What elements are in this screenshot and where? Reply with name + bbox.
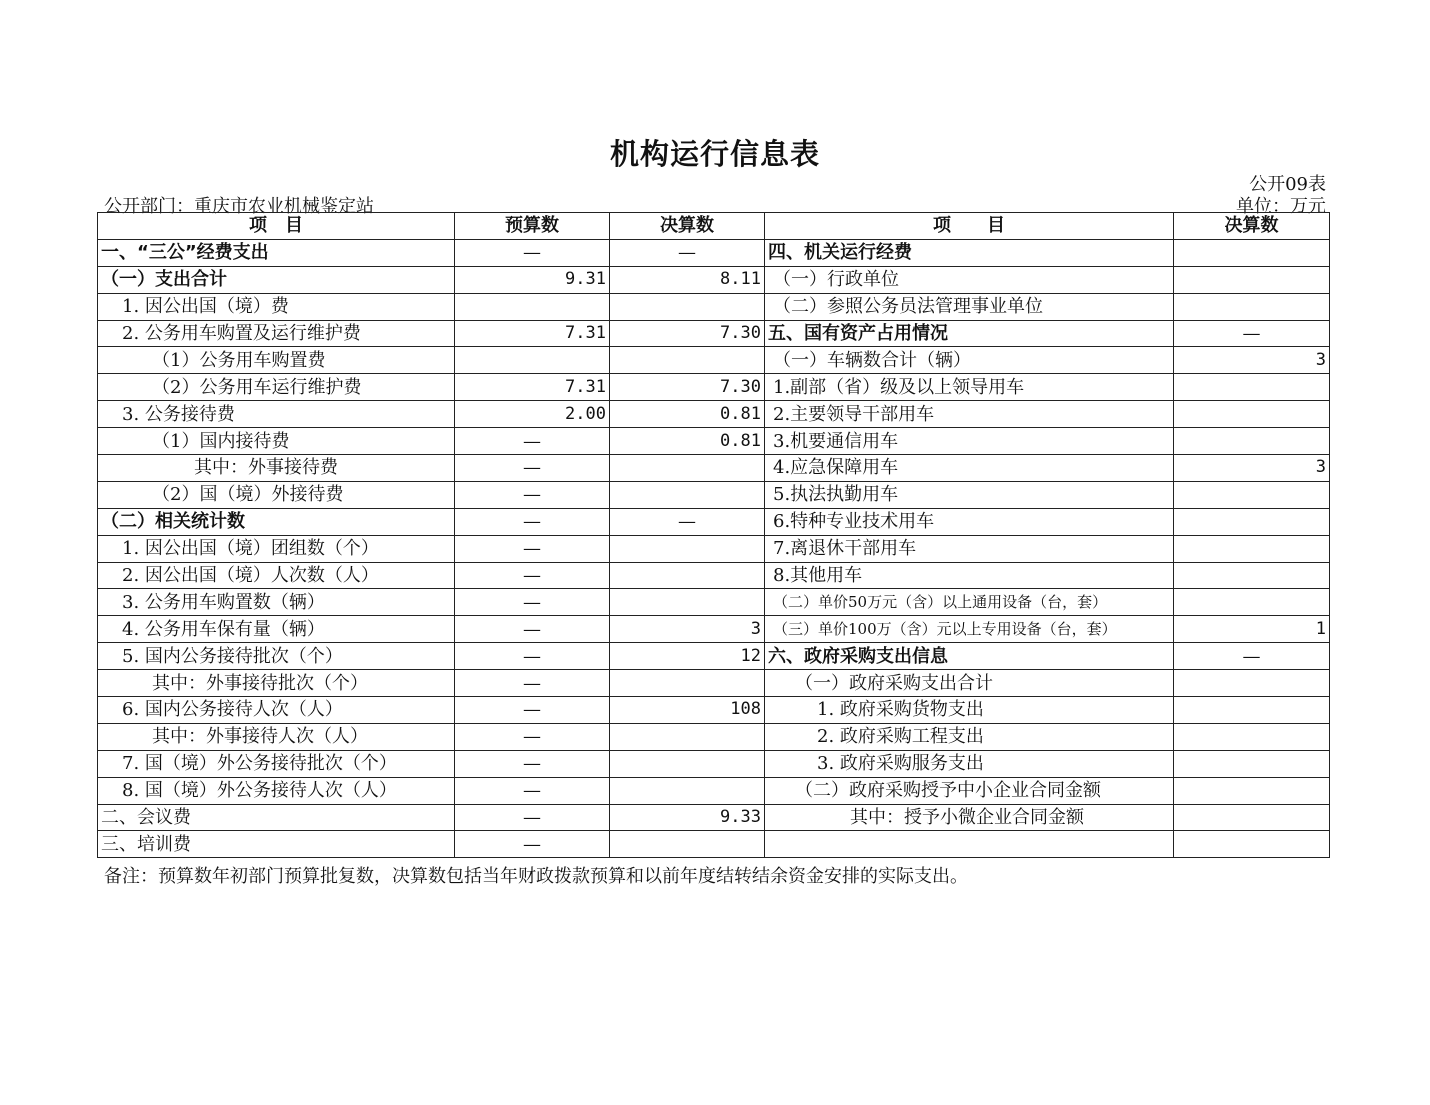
- table-row: [98, 347, 1330, 374]
- table-row: [98, 643, 1330, 670]
- right-final-cell: [1174, 723, 1330, 750]
- right-item-cell: （二）参照公务员法管理事业单位: [765, 293, 1174, 320]
- left-item-cell: （一）支出合计: [98, 266, 455, 293]
- right-final-cell: [1174, 401, 1330, 428]
- right-item-cell: 2. 政府采购工程支出: [765, 723, 1174, 750]
- right-item-cell: （一）行政单位: [765, 266, 1174, 293]
- budget-cell: 7.31: [455, 374, 610, 401]
- table-row: [98, 455, 1330, 482]
- final-cell: 7.30: [610, 374, 765, 401]
- budget-cell: —: [455, 589, 610, 616]
- budget-cell: —: [455, 428, 610, 455]
- budget-cell: 7.31: [455, 320, 610, 347]
- right-item-cell: （二）政府采购授予中小企业合同金额: [765, 777, 1174, 804]
- budget-cell: —: [455, 804, 610, 831]
- budget-cell: —: [455, 535, 610, 562]
- right-item-cell: [765, 831, 1174, 858]
- budget-cell: —: [455, 481, 610, 508]
- table-row: [98, 481, 1330, 508]
- left-item-cell: 6. 国内公务接待人次（人）: [98, 697, 455, 724]
- final-cell: 7.30: [610, 320, 765, 347]
- budget-cell: —: [455, 723, 610, 750]
- header-left-item: 项 目: [98, 213, 455, 240]
- right-final-cell: [1174, 293, 1330, 320]
- final-cell: 0.81: [610, 401, 765, 428]
- left-item-cell: 其中：外事接待费: [98, 455, 455, 482]
- final-cell: [610, 535, 765, 562]
- right-item-cell: 5.执法执勤用车: [765, 481, 1174, 508]
- right-final-cell: [1174, 508, 1330, 535]
- right-final-cell: [1174, 535, 1330, 562]
- right-item-cell: （一）车辆数合计（辆）: [765, 347, 1174, 374]
- table-row: [98, 508, 1330, 535]
- final-cell: [610, 670, 765, 697]
- right-item-cell: 2.主要领导干部用车: [765, 401, 1174, 428]
- right-item-cell: 1. 政府采购货物支出: [765, 697, 1174, 724]
- header-budget: 预算数: [455, 213, 610, 240]
- footnote: 备注：预算数年初部门预算批复数，决算数包括当年财政拨款预算和以前年度结转结余资金安排的实际支出。: [104, 866, 968, 887]
- header-row: [98, 213, 1330, 240]
- table-row: [98, 670, 1330, 697]
- table-row: [98, 535, 1330, 562]
- right-final-cell: [1174, 374, 1330, 401]
- right-final-cell: —: [1174, 643, 1330, 670]
- budget-cell: —: [455, 455, 610, 482]
- final-cell: [610, 481, 765, 508]
- right-final-cell: [1174, 239, 1330, 266]
- right-final-cell: [1174, 750, 1330, 777]
- right-final-cell: 3: [1174, 347, 1330, 374]
- right-item-cell: 1.副部（省）级及以上领导用车: [765, 374, 1174, 401]
- left-item-cell: （2）国（境）外接待费: [98, 481, 455, 508]
- table-row: [98, 723, 1330, 750]
- right-item-cell: 四、机关运行经费: [765, 239, 1174, 266]
- final-cell: 8.11: [610, 266, 765, 293]
- header-right-item: 项 目: [765, 213, 1174, 240]
- left-item-cell: 7. 国（境）外公务接待批次（个）: [98, 750, 455, 777]
- right-final-cell: —: [1174, 320, 1330, 347]
- table-row: [98, 697, 1330, 724]
- right-final-cell: [1174, 670, 1330, 697]
- budget-cell: —: [455, 777, 610, 804]
- right-final-cell: 3: [1174, 455, 1330, 482]
- final-cell: 9.33: [610, 804, 765, 831]
- right-final-cell: [1174, 428, 1330, 455]
- left-item-cell: 1. 因公出国（境）团组数（个）: [98, 535, 455, 562]
- final-cell: 108: [610, 697, 765, 724]
- left-item-cell: 5. 国内公务接待批次（个）: [98, 643, 455, 670]
- right-final-cell: [1174, 831, 1330, 858]
- final-cell: —: [610, 239, 765, 266]
- right-final-cell: [1174, 481, 1330, 508]
- right-final-cell: [1174, 777, 1330, 804]
- budget-cell: —: [455, 562, 610, 589]
- right-final-cell: [1174, 562, 1330, 589]
- right-final-cell: [1174, 266, 1330, 293]
- right-final-cell: [1174, 804, 1330, 831]
- table-row: [98, 562, 1330, 589]
- right-item-cell: 7.离退休干部用车: [765, 535, 1174, 562]
- right-item-cell: 3.机要通信用车: [765, 428, 1174, 455]
- table-row: [98, 374, 1330, 401]
- table-row: [98, 831, 1330, 858]
- table-row: [98, 401, 1330, 428]
- table-row: [98, 293, 1330, 320]
- left-item-cell: 4. 公务用车保有量（辆）: [98, 616, 455, 643]
- table-row: [98, 589, 1330, 616]
- budget-cell: 2.00: [455, 401, 610, 428]
- left-item-cell: 3. 公务用车购置数（辆）: [98, 589, 455, 616]
- right-item-cell: 六、政府采购支出信息: [765, 643, 1174, 670]
- header-right-final: 决算数: [1174, 213, 1330, 240]
- right-final-cell: 1: [1174, 616, 1330, 643]
- left-item-cell: 三、培训费: [98, 831, 455, 858]
- left-item-cell: 3. 公务接待费: [98, 401, 455, 428]
- left-item-cell: 8. 国（境）外公务接待人次（人）: [98, 777, 455, 804]
- right-item-cell: （三）单价100万（含）元以上专用设备（台，套）: [765, 616, 1174, 643]
- final-cell: 0.81: [610, 428, 765, 455]
- budget-cell: —: [455, 697, 610, 724]
- left-item-cell: 一、“三公”经费支出: [98, 239, 455, 266]
- left-item-cell: （1）公务用车购置费: [98, 347, 455, 374]
- final-cell: [610, 293, 765, 320]
- table-row: [98, 266, 1330, 293]
- department-label: 公开部门：重庆市农业机械鉴定站: [104, 196, 374, 217]
- table-row: [98, 804, 1330, 831]
- budget-cell: [455, 293, 610, 320]
- right-final-cell: [1174, 589, 1330, 616]
- page-title: 机构运行信息表: [609, 137, 820, 171]
- left-item-cell: （2）公务用车运行维护费: [98, 374, 455, 401]
- right-item-cell: 8.其他用车: [765, 562, 1174, 589]
- left-item-cell: 其中：外事接待批次（个）: [98, 670, 455, 697]
- table-row: [98, 239, 1330, 266]
- budget-cell: —: [455, 750, 610, 777]
- budget-cell: 9.31: [455, 266, 610, 293]
- header-final: 决算数: [610, 213, 765, 240]
- final-cell: [610, 562, 765, 589]
- final-cell: [610, 750, 765, 777]
- left-item-cell: 2. 因公出国（境）人次数（人）: [98, 562, 455, 589]
- left-item-cell: （二）相关统计数: [98, 508, 455, 535]
- left-item-cell: （1）国内接待费: [98, 428, 455, 455]
- final-cell: [610, 455, 765, 482]
- right-item-cell: 3. 政府采购服务支出: [765, 750, 1174, 777]
- final-cell: [610, 723, 765, 750]
- info-table: [97, 212, 1330, 858]
- left-item-cell: 二、会议费: [98, 804, 455, 831]
- right-item-cell: 其中：授予小微企业合同金额: [765, 804, 1174, 831]
- final-cell: [610, 831, 765, 858]
- budget-cell: —: [455, 616, 610, 643]
- budget-cell: —: [455, 643, 610, 670]
- right-item-cell: 4.应急保障用车: [765, 455, 1174, 482]
- form-number: 公开09表: [1249, 174, 1326, 195]
- right-final-cell: [1174, 697, 1330, 724]
- budget-cell: —: [455, 831, 610, 858]
- final-cell: [610, 589, 765, 616]
- right-item-cell: （二）单价50万元（含）以上通用设备（台，套）: [765, 589, 1174, 616]
- table-row: [98, 428, 1330, 455]
- unit-label: 单位：万元: [1236, 196, 1326, 217]
- table-row: [98, 777, 1330, 804]
- final-cell: [610, 777, 765, 804]
- table-row: [98, 616, 1330, 643]
- right-item-cell: 五、国有资产占用情况: [765, 320, 1174, 347]
- right-item-cell: 6.特种专业技术用车: [765, 508, 1174, 535]
- left-item-cell: 其中：外事接待人次（人）: [98, 723, 455, 750]
- table-row: [98, 750, 1330, 777]
- budget-cell: —: [455, 508, 610, 535]
- right-item-cell: （一）政府采购支出合计: [765, 670, 1174, 697]
- budget-cell: —: [455, 239, 610, 266]
- table-row: [98, 320, 1330, 347]
- budget-cell: [455, 347, 610, 374]
- final-cell: —: [610, 508, 765, 535]
- final-cell: 12: [610, 643, 765, 670]
- left-item-cell: 1. 因公出国（境）费: [98, 293, 455, 320]
- budget-cell: —: [455, 670, 610, 697]
- left-item-cell: 2. 公务用车购置及运行维护费: [98, 320, 455, 347]
- final-cell: [610, 347, 765, 374]
- final-cell: 3: [610, 616, 765, 643]
